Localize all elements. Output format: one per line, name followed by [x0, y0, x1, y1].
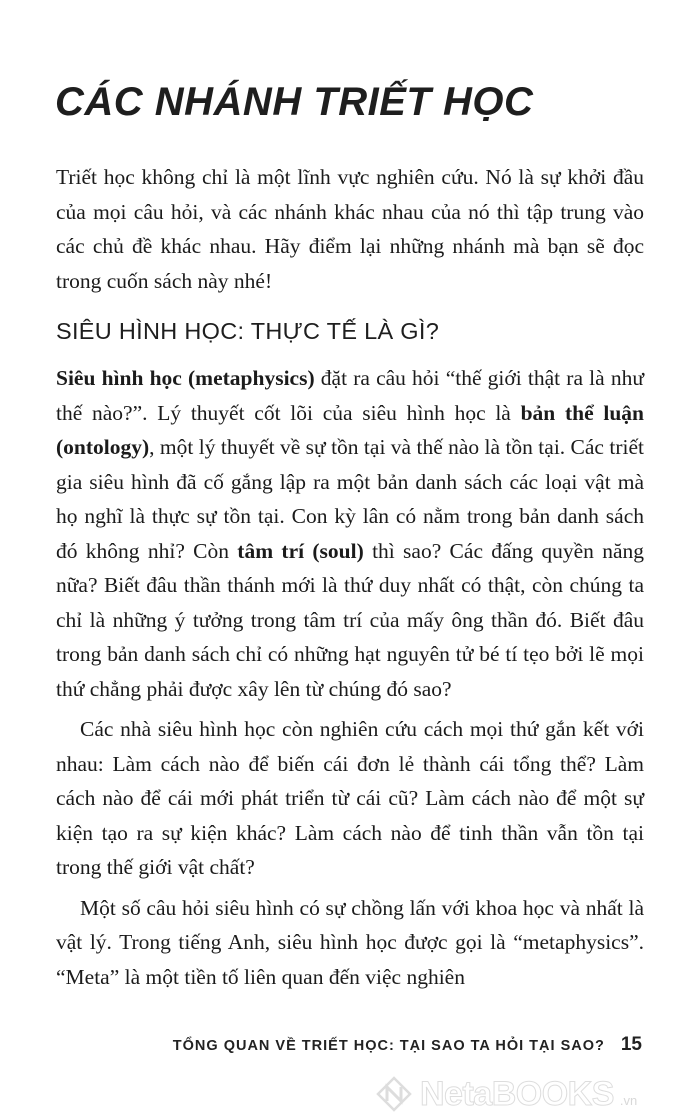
paragraph-1 — [56, 361, 644, 706]
watermark-brand: NetaBOOKS — [420, 1074, 614, 1113]
netabooks-logo-icon — [374, 1074, 414, 1114]
section-body — [56, 361, 644, 994]
page-footer — [0, 1034, 642, 1056]
paragraph-1-text-c: thì sao? Các đấng quyền năng nữa? Biết đâu thần thánh mới là thứ duy nhất có thật, còn chúng ta chỉ là những ý tưởng trong tâm trí của mấy ông thần đó. Biết đâu trong bản danh sách chỉ có những hạt nguyên tử bé tí tẹo bởi lẽ mọi thứ chẳng phải được xây lên từ chúng đó sao? — [56, 538, 644, 701]
running-title: TỔNG QUAN VỀ TRIẾT HỌC: TẠI SAO TA HỎI TẠI SAO? — [172, 1038, 605, 1054]
paragraph-1-text-b: , một lý thuyết về sự tồn tại và thế nào là tồn tại. Các triết gia siêu hình đã cố gắng lập ra một bản danh sách các loại vật mà họ nghĩ là thực sự tồn tại. Con kỳ lân có nằm trong bản danh sách đó không nhỉ? Còn — [56, 435, 644, 563]
paragraph-3: Một số câu hỏi siêu hình có sự chồng lấn với khoa học và nhất là vật lý. Trong tiếng Anh, siêu hình học được gọi là “metaphysics”. “Meta” là một tiền tố liên quan đến việc nghiên — [56, 895, 644, 989]
watermark-suffix: .vn — [619, 1093, 638, 1108]
intro-paragraph: Triết học không chỉ là một lĩnh vực nghiên cứu. Nó là sự khởi đầu của mọi câu hỏi, và các nhánh khác nhau của nó thì tập trung vào các chủ đề khác nhau. Hãy điểm lại những nhánh mà bạn sẽ đọc trong cuốn sách này nhé! — [56, 165, 644, 293]
intro-block — [56, 160, 644, 298]
paragraph-1-text-a: đặt ra câu hỏi “thế giới thật ra là như thế nào?”. Lý thuyết cốt lõi của siêu hình học là — [56, 366, 644, 425]
term-metaphysics: Siêu hình học (metaphysics) — [56, 366, 315, 390]
term-ontology: bản thể luận (ontology) — [56, 400, 644, 459]
paragraph-2: Các nhà siêu hình học còn nghiên cứu cách mọi thứ gắn kết với nhau: Làm cách nào để biến cái đơn lẻ thành cái tổng thể? Làm cách nào để cái mới phát triển từ cái cũ? Làm cách nào để một sự kiện tạo ra sự kiện khác? Làm cách nào để tinh thần vẫn tồn tại trong thế giới vật chất? — [56, 717, 644, 879]
page-number: 15 — [620, 1034, 642, 1055]
term-soul: tâm trí (soul) — [237, 538, 364, 563]
watermark — [374, 1072, 694, 1116]
chapter-title: CÁC NHÁNH TRIẾT HỌC — [55, 80, 534, 124]
section-heading: SIÊU HÌNH HỌC: THỰC TẾ LÀ GÌ? — [56, 318, 440, 344]
